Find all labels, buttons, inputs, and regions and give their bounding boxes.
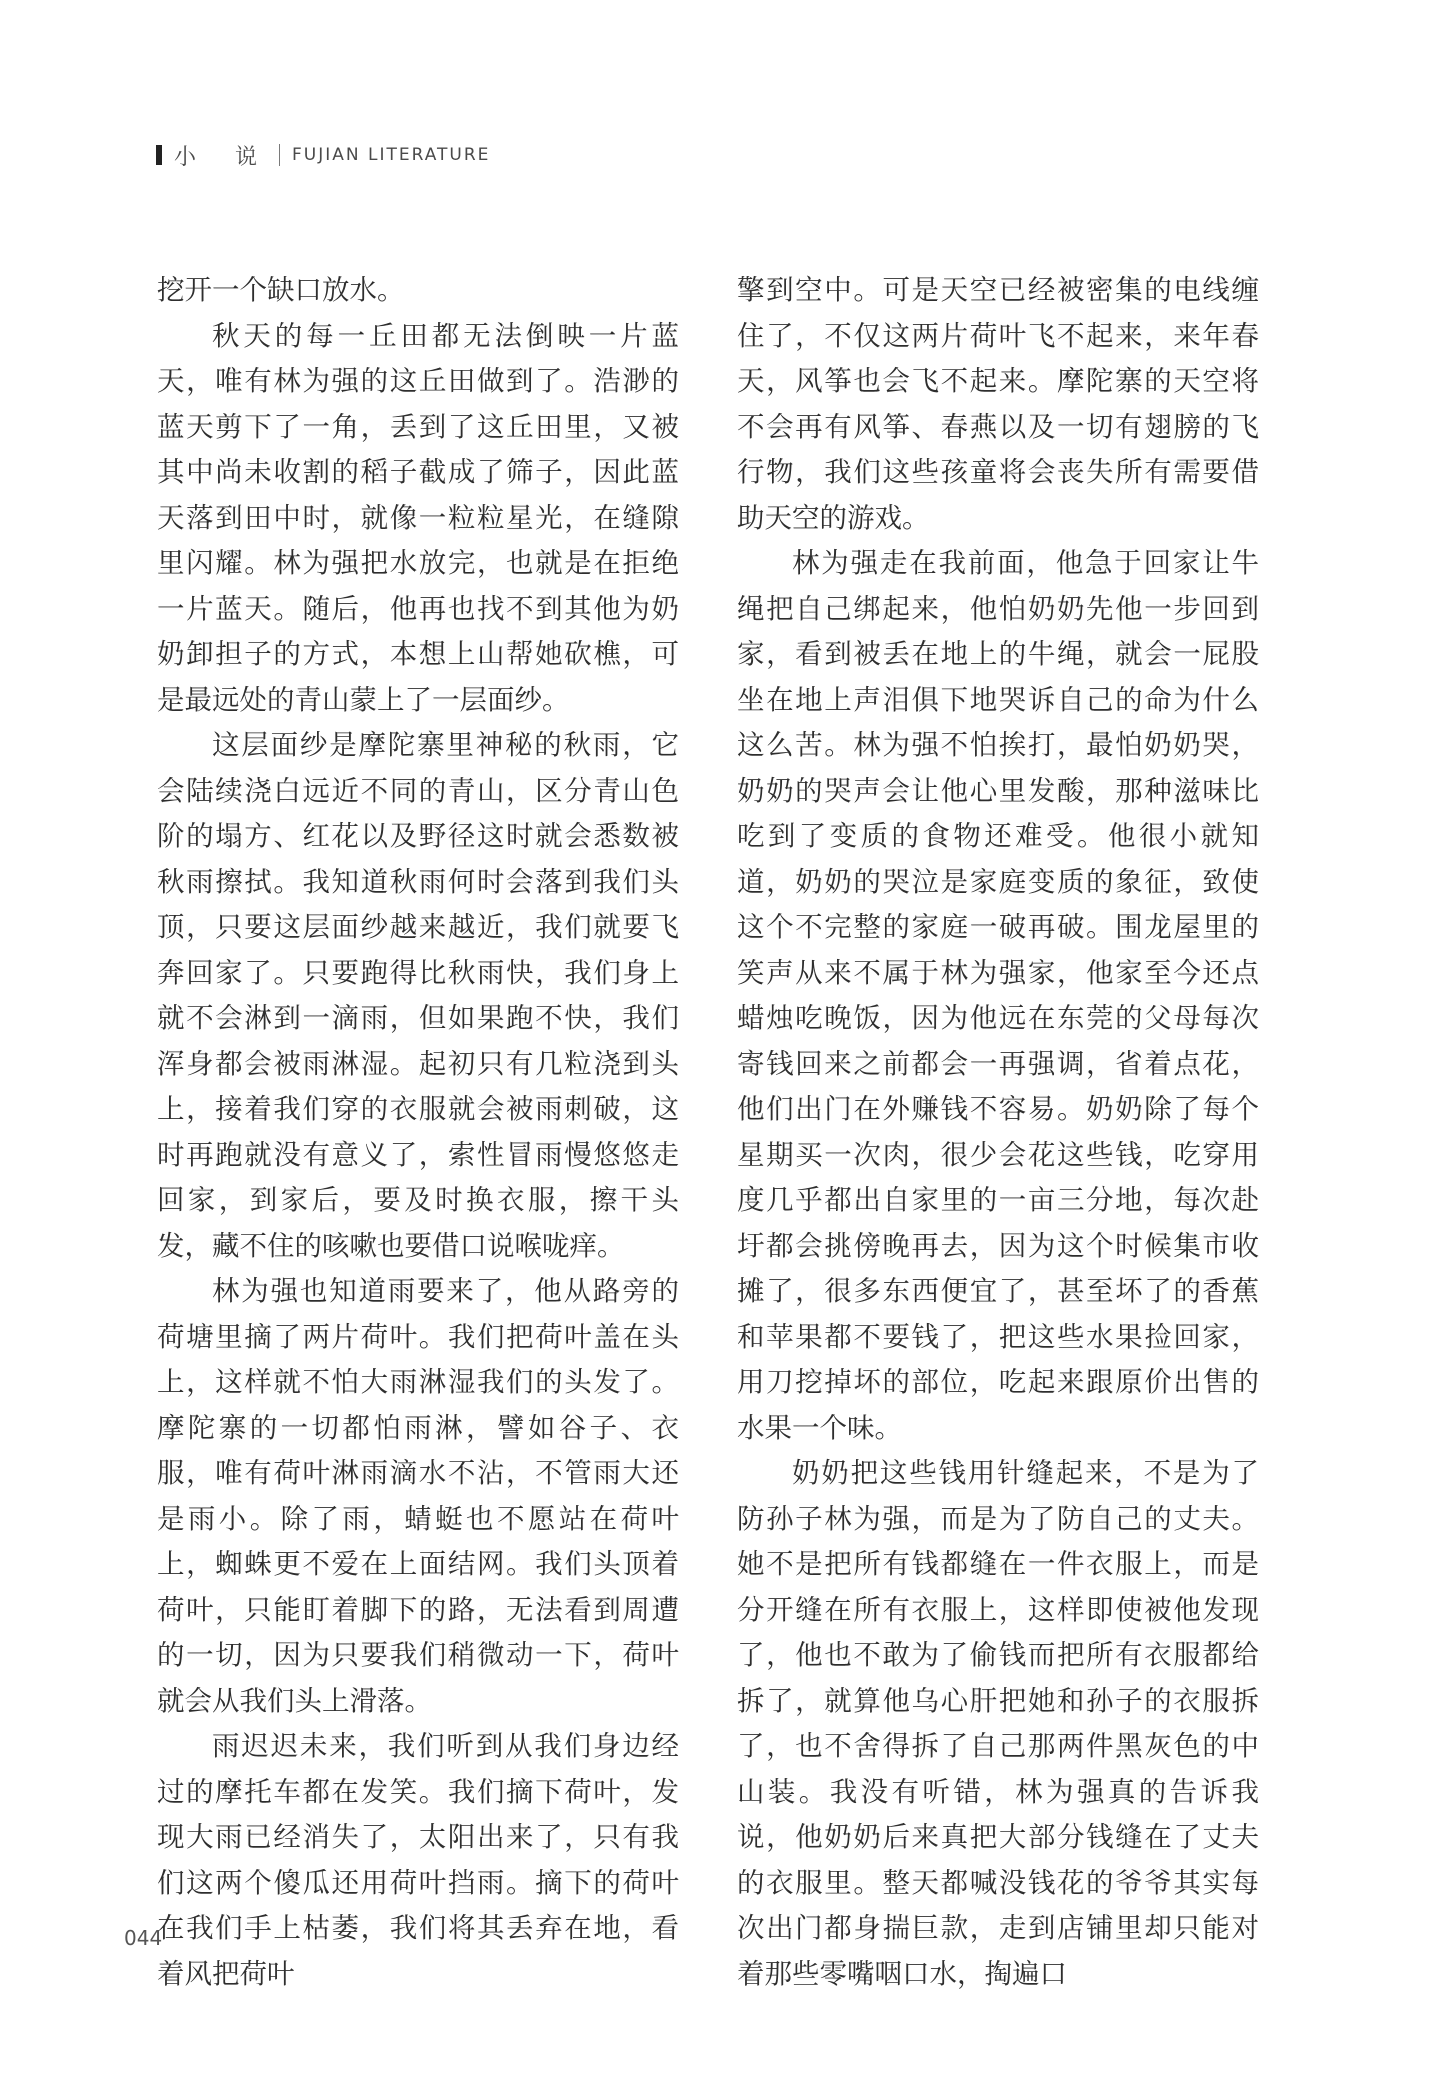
section-label: 小 说 bbox=[174, 144, 273, 170]
header-divider bbox=[279, 144, 280, 166]
header-marker-bar bbox=[156, 145, 162, 165]
page-number: 044 bbox=[124, 1926, 163, 1950]
paragraph: 奶奶把这些钱用针缝起来，不是为了防孙子林为强，而是为了防自己的丈夫。她不是把所有钱都缝在一件衣服上，而是分开缝在所有衣服上，这样即使被他发现了，他也不敢为了偷钱而把所有衣服都给拆了，就算他乌心肝把她和孙子的衣服拆了，也不舍得拆了自己那两件黑灰色的中山装。我没有听错，林为强真的告诉我说，他奶奶后来真把大部分钱缝在了丈夫的衣服里。整天都喊没钱花的爷爷其实每次出门都身揣巨款，走到店铺里却只能对着那些零嘴咽口水，掏遍口 bbox=[737, 1457, 1259, 1990]
paragraph: 雨迟迟未来，我们听到从我们身边经过的摩托车都在发笑。我们摘下荷叶，发现大雨已经消失了，太阳出来了，只有我们这两个傻瓜还用荷叶挡雨。摘下的荷叶在我们手上枯萎，我们将其丢弃在地，看着风把荷叶 bbox=[157, 1730, 679, 1990]
paragraph: 挖开一个缺口放水。 bbox=[157, 274, 405, 306]
right-text-column bbox=[737, 268, 1259, 1997]
paragraph: 林为强走在我前面，他急于回家让牛绳把自己绑起来，他怕奶奶先他一步回到家，看到被丢在地上的牛绳，就会一屁股坐在地上声泪俱下地哭诉自己的命为什么这么苦。林为强不怕挨打，最怕奶奶哭，奶奶的哭声会让他心里发酸，那种滋味比吃到了变质的食物还难受。他很小就知道，奶奶的哭泣是家庭变质的象征，致使这个不完整的家庭一破再破。围龙屋里的笑声从来不属于林为强家，他家至今还点蜡烛吃晚饭，因为他远在东莞的父母每次寄钱回来之前都会一再强调，省着点花，他们出门在外赚钱不容易。奶奶除了每个星期买一次肉，很少会花这些钱，吃穿用度几乎都出自家里的一亩三分地，每次赴圩都会挑傍晚再去，因为这个时候集市收摊了，很多东西便宜了，甚至坏了的香蕉和苹果都不要钱了，把这些水果捡回家，用刀挖掉坏的部位，吃起来跟原价出售的水果一个味。 bbox=[737, 547, 1259, 1444]
paragraph: 这层面纱是摩陀寨里神秘的秋雨，它会陆续浇白远近不同的青山，区分青山色阶的塌方、红花以及野径这时就会悉数被秋雨擦拭。我知道秋雨何时会落到我们头顶，只要这层面纱越来越近，我们就要飞奔回家了。只要跑得比秋雨快，我们身上就不会淋到一滴雨，但如果跑不快，我们浑身都会被雨淋湿。起初只有几粒浇到头上，接着我们穿的衣服就会被雨刺破，这时再跑就没有意义了，索性冒雨慢悠悠走回家，到家后，要及时换衣服，擦干头发，藏不住的咳嗽也要借口说喉咙痒。 bbox=[157, 729, 679, 1262]
paragraph: 秋天的每一丘田都无法倒映一片蓝天，唯有林为强的这丘田做到了。浩渺的蓝天剪下了一角，丢到了这丘田里，又被其中尚未收割的稻子截成了筛子，因此蓝天落到田中时，就像一粒粒星光，在缝隙里闪耀。林为强把水放完，也就是在拒绝一片蓝天。随后，他再也找不到其他为奶奶卸担子的方式，本想上山帮她砍樵，可是最远处的青山蒙上了一层面纱。 bbox=[157, 319, 679, 716]
journal-name: FUJIAN LITERATURE bbox=[292, 145, 491, 165]
paragraph: 擎到空中。可是天空已经被密集的电线缠住了，不仅这两片荷叶飞不起来，来年春天，风筝也会飞不起来。摩陀寨的天空将不会再有风筝、春燕以及一切有翅膀的飞行物，我们这些孩童将会丧失所有需要借助天空的游戏。 bbox=[737, 274, 1259, 534]
running-header bbox=[156, 142, 490, 168]
paragraph: 林为强也知道雨要来了，他从路旁的荷塘里摘了两片荷叶。我们把荷叶盖在头上，这样就不怕大雨淋湿我们的头发了。摩陀寨的一切都怕雨淋，譬如谷子、衣服，唯有荷叶淋雨滴水不沾，不管雨大还是雨小。除了雨，蜻蜓也不愿站在荷叶上，蜘蛛更不爱在上面结网。我们头顶着荷叶，只能盯着脚下的路，无法看到周遭的一切，因为只要我们稍微动一下，荷叶就会从我们头上滑落。 bbox=[157, 1275, 679, 1717]
left-text-column bbox=[157, 268, 679, 1997]
